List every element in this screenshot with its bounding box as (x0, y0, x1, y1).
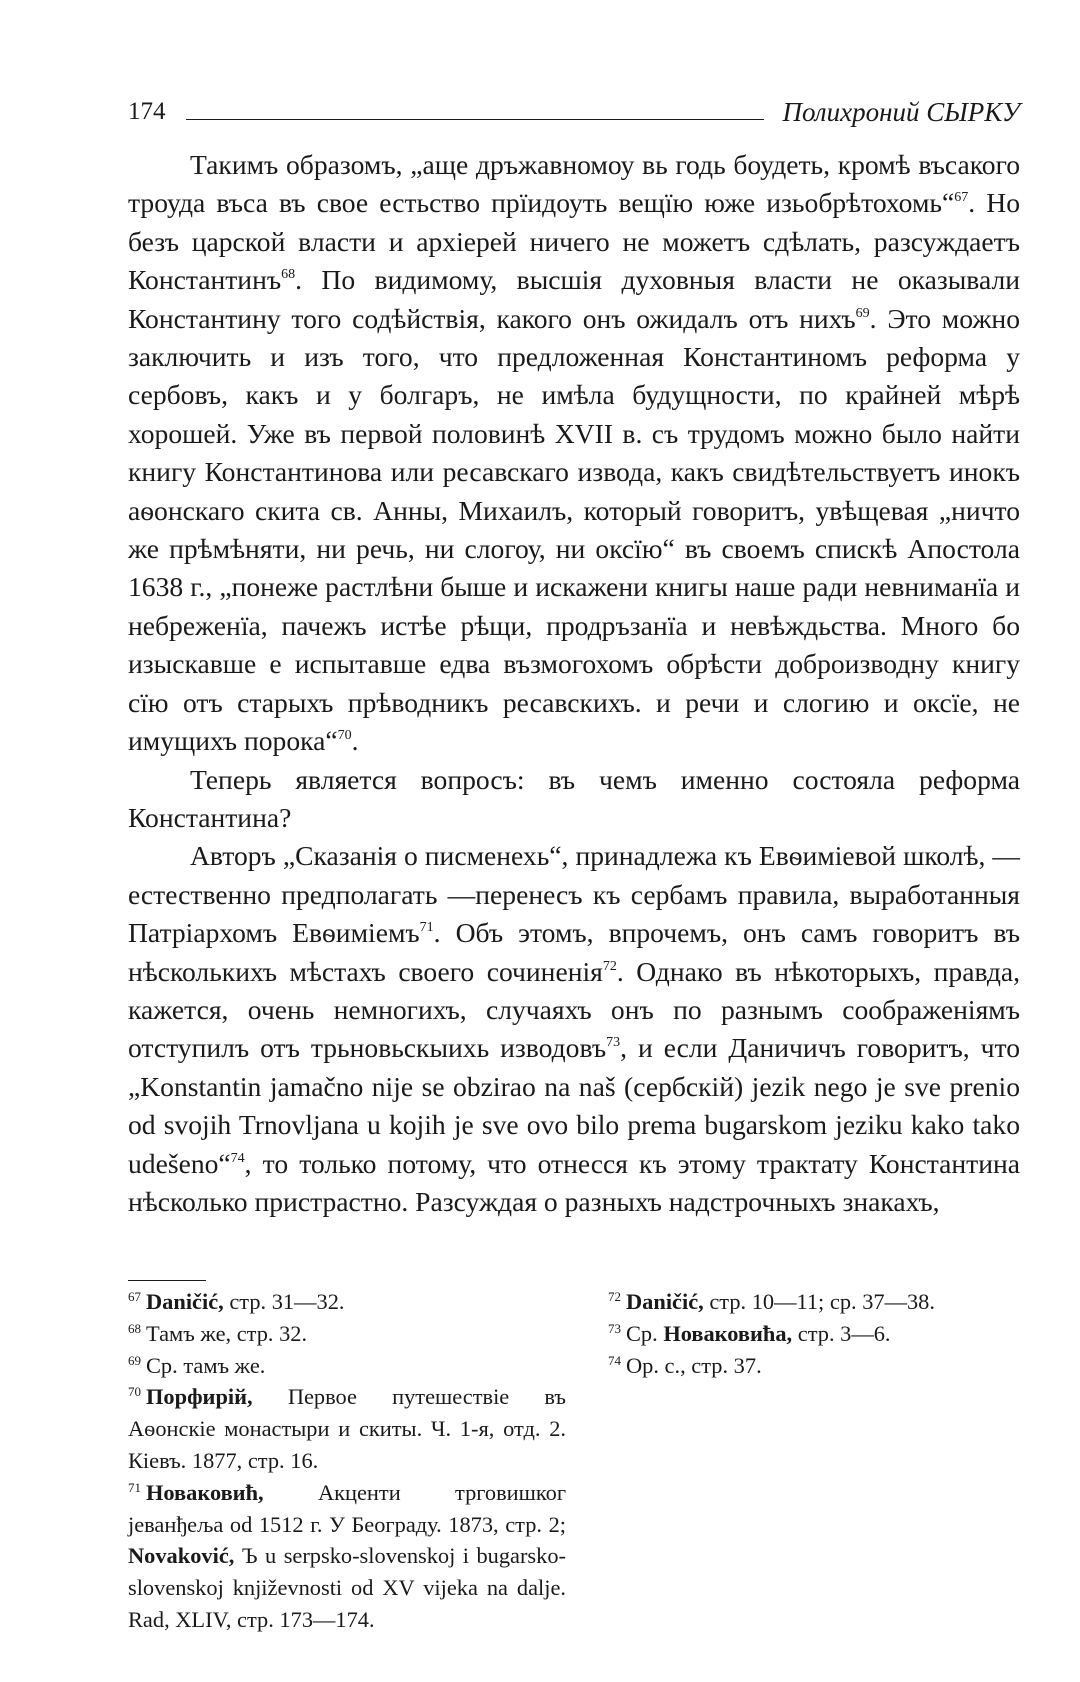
footnote-author: Novaković, (128, 1543, 235, 1569)
footnote-ref: 68 (281, 267, 296, 283)
paragraph-text: Теперь является вопросъ: въ чемъ именно состояла реформа Константина? (128, 763, 1020, 833)
footnote-text: Ъ u serpsko-slovenskoj i bugarsko-slovenskoj književnosti od XV vijeka na dalje. Rad, XLIV, стр. 173—174. (128, 1543, 566, 1632)
footnote-column-left (128, 1286, 566, 1636)
footnote (608, 1350, 1020, 1382)
footnote-author: Daničić, (146, 1289, 224, 1314)
footnote-ref: 74 (230, 1150, 245, 1166)
page-number: 174 (128, 98, 166, 125)
footnote-author: Порфирiй, (146, 1384, 253, 1410)
footnote-ref: 72 (602, 958, 617, 974)
footnote-number: 70 (128, 1384, 141, 1400)
footnote-number: 67 (128, 1289, 141, 1304)
footnote-ref: 70 (337, 728, 352, 744)
paragraph (128, 837, 1020, 1221)
footnote-ref: 69 (855, 305, 870, 321)
paragraph (128, 146, 1020, 761)
footnote-text: Ср. (626, 1320, 664, 1346)
paragraph-text: . Однако въ нѣкоторыхъ, правда, кажется, очень немногихъ, случаяхъ онъ по разнымъ соображенiямъ отступилъ отъ трьновьскыихь изводовъ (128, 955, 1020, 1064)
running-title: Полихроний СЫРКУ (782, 97, 1020, 127)
footnote-ref: 73 (606, 1035, 621, 1051)
footnote-ref: 67 (954, 190, 969, 206)
footnote-number: 69 (128, 1352, 141, 1368)
header-rule (186, 119, 765, 120)
footnote (128, 1350, 566, 1382)
paragraph-text: . (351, 725, 359, 757)
paragraph-text: , и если Даничичъ говоритъ, что „Konstantin jamačno nije se obzirao na naš (сербскiй) jezik nego je sve prenio od svojih Trnovljana u kojih je sve ovo bilo prema bugarskom jeziku kako tako udešeno“ (128, 1032, 1020, 1179)
main-text (128, 146, 1020, 1221)
paragraph (128, 761, 1020, 838)
paragraph-text: . Это можно заключить и изъ того, что предложенная Константиномъ реформа у сербовъ, какъ и у болгаръ, не имѣла будущности, по крайней мѣрѣ хорошей. Уже въ первой половинѣ XVII в. съ трудомъ можно было найти книгу Константинова или ресавскаго извода, какъ свидѣтельствуетъ инокъ аѳонскаго скита св. Анны, Михаилъ, который говоритъ, увѣщевая „ничто же прѣмѣняти, ни речь, ни слогоу, ни оксїю“ въ своемъ спискѣ Апостола 1638 г., „понеже растлѣни быше и искажени книгы наше ради невниманїа и небреженїа, пачежъ истѣе рѣщи, продръзанїа и невѣждьства. Много бо изыскавше е испытавше едва възмогохомъ обрѣсти доброизводну книгу сїю отъ старыхъ прѣводникъ ресавскихъ. и речи и слогию и оксїе, не имущихъ порока“ (128, 302, 1020, 757)
footnote-author: Новаковића, (663, 1320, 793, 1346)
footnote-number: 74 (608, 1352, 621, 1368)
footnote-text: стр. 31—32. (223, 1289, 345, 1314)
footnote-text: Первое путешествiе въ Аѳонскiе монастыри и скиты. Ч. 1-я, отд. 2. Кiевъ. 1877, стр. 16. (128, 1384, 566, 1473)
footnote-text: стр. 10—11; ср. 37—38. (703, 1289, 935, 1314)
paragraph-text: , то только потому, что отнесся къ этому трактату Константина нѣсколько пристрастно. Разсуждая о разныхъ надстрочныхъ знакахъ, (128, 1147, 1020, 1217)
footnotes (128, 1286, 1020, 1636)
footnote-text: Ср. тамъ же. (146, 1352, 266, 1378)
footnote (128, 1286, 566, 1318)
footnote (128, 1318, 566, 1350)
footnote-author: Новаковић, (146, 1479, 264, 1505)
running-header (128, 86, 1020, 126)
footnote-number: 71 (128, 1479, 141, 1495)
footnote-number: 72 (608, 1289, 621, 1304)
footnote-rule (128, 1280, 206, 1281)
footnote (128, 1477, 566, 1636)
footnote-text: Ор. с., стр. 37. (626, 1352, 762, 1378)
paragraph-text: Авторъ „Сказанiя о писменехь“, принадлежа къ Евѳимiевой школѣ, — естественно предполагать —перенесъ къ сербамъ правила, выработанныя Патрiархомъ Евѳимiемъ (128, 840, 1020, 949)
footnote-text: Тамъ же, стр. 32. (146, 1320, 308, 1346)
footnote-ref: 71 (419, 920, 434, 936)
footnote (608, 1318, 1020, 1350)
footnote-number: 68 (128, 1320, 141, 1336)
paragraph-text: . Объ этомъ, впрочемъ, онъ самъ говоритъ въ нѣсколькихъ мѣстахъ своего сочиненiя (128, 917, 1020, 987)
footnote-column-right (608, 1286, 1020, 1636)
paragraph-text: Такимъ образомъ, „аще дръжавномоу вь годь боудеть, кромѣ въсакого троуда въса въ свое естьство прїидоуть вещїю юже изьобрѣтохомь“ (128, 149, 1020, 219)
footnote-author: Daničić, (626, 1289, 704, 1314)
footnote (128, 1381, 566, 1476)
paragraph-text: . По видимому, высшiя духовныя власти не оказывали Константину того содѣйствiя, какого онъ ожидалъ отъ нихъ (128, 264, 1020, 334)
footnote-text: стр. 3—6. (792, 1320, 891, 1346)
paragraph-text: . Но безъ царской власти и архiерей ничего не можетъ сдѣлать, разсуждаетъ Константинъ (128, 187, 1020, 296)
footnote (608, 1286, 1020, 1318)
footnote-text: Акценти трговишког јеванђеља od 1512 г. У Београду. 1873, стр. 2; (128, 1479, 566, 1537)
footnote-number: 73 (608, 1320, 621, 1336)
